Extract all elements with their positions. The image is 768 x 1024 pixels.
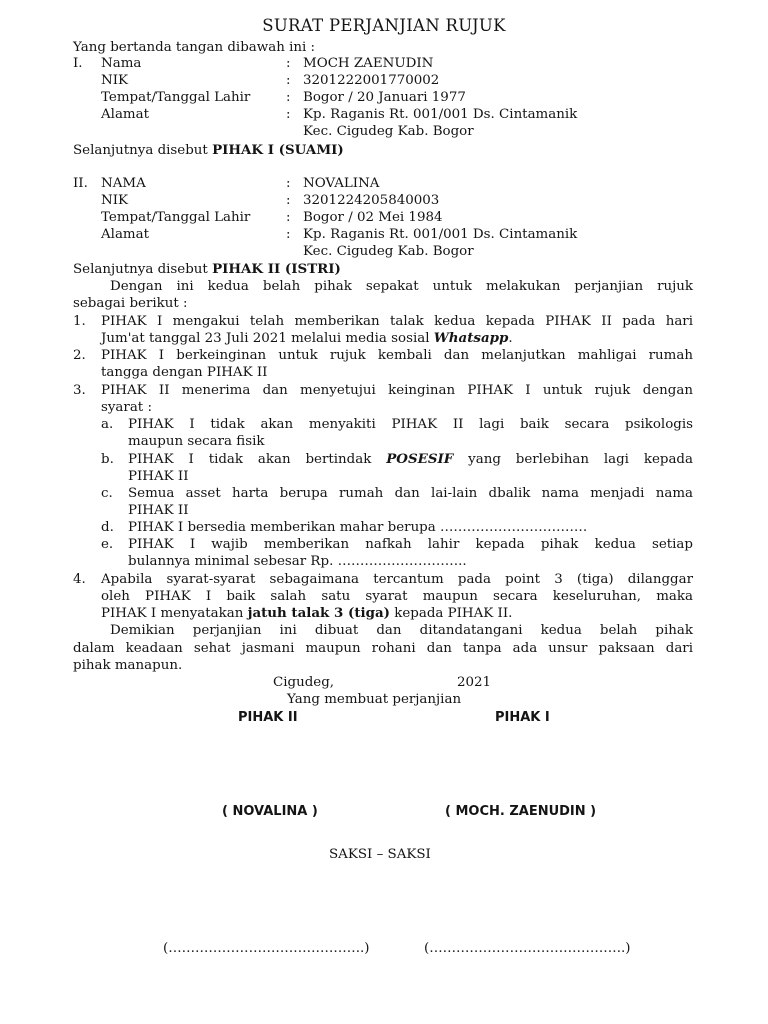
point-number: 1. [73, 314, 86, 329]
colon: : [286, 56, 291, 71]
sub-point-c-line1: Semua asset harta berupa rumah dan lai-lain dbalik nama menjadi nama [128, 486, 693, 501]
sub-point-d-line1: PIHAK I bersedia memberikan mahar berupa …………………………… [128, 520, 588, 535]
party-one-name-label: Nama [101, 56, 142, 71]
party-two-reference: Selanjutnya disebut PIHAK II (ISTRI) [73, 261, 341, 277]
point-four-line2: oleh PIHAK I baik salah satu syarat maupun secara keseluruhan, maka [101, 589, 693, 604]
party-one-address-line2: Kec. Cigudeg Kab. Bogor [303, 124, 474, 139]
sub-point-b-line1: PIHAK I tidak akan bertindak POSESIF yang berlebihan lagi kepada [128, 451, 693, 467]
sub-point-c-line2: PIHAK II [128, 503, 189, 518]
party-two-nik-value: 3201224205840003 [303, 193, 440, 208]
point-one-line2: Jum'at tanggal 23 Juli 2021 melalui media sosial Whatsapp. [101, 330, 513, 346]
point-number: 4. [73, 572, 86, 587]
party-two-name-label: NAMA [101, 176, 146, 191]
point-two-line2: tangga dengan PIHAK II [101, 365, 268, 380]
signing-place: Cigudeg, [273, 675, 335, 690]
left-signatory-name: ( NOVALINA ) [222, 804, 318, 819]
colon: : [286, 176, 291, 191]
agreement-intro-line1: Dengan ini kedua belah pihak sepakat untuk melakukan perjanjian rujuk [110, 279, 693, 294]
point-four-line1: Apabila syarat-syarat sebagaimana tercantum pada point 3 (tiga) dilanggar [101, 572, 693, 587]
sub-point-a-line1: PIHAK I tidak akan menyakiti PIHAK II lagi baik secara psikologis [128, 417, 693, 432]
point-one-line1: PIHAK I mengakui telah memberikan talak kedua kepada PIHAK II pada hari [101, 314, 693, 329]
sub-point-letter: b. [101, 452, 114, 467]
closing-line3: pihak manapun. [73, 658, 183, 673]
party-two-ttl-value: Bogor / 02 Mei 1984 [303, 210, 443, 225]
colon: : [286, 90, 291, 105]
signing-maker: Yang membuat perjanjian [287, 692, 462, 707]
party-two-ttl-label: Tempat/Tanggal Lahir [101, 210, 251, 225]
party-one-name-value: MOCH ZAENUDIN [303, 56, 434, 71]
sub-point-letter: a. [101, 417, 114, 432]
point-number: 2. [73, 348, 86, 363]
colon: : [286, 227, 291, 242]
party-one-reference: Selanjutnya disebut PIHAK I (SUAMI) [73, 142, 344, 158]
right-party-label: PIHAK I [495, 710, 550, 725]
sub-point-letter: d. [101, 520, 114, 535]
colon: : [286, 193, 291, 208]
sub-point-b-line2: PIHAK II [128, 469, 189, 484]
right-signatory-name: ( MOCH. ZAENUDIN ) [445, 804, 597, 819]
closing-line2: dalam keadaan sehat jasmani maupun rohani dan tanpa ada unsur paksaan dari [73, 641, 693, 656]
party-two-nik-label: NIK [101, 193, 129, 208]
closing-line1: Demikian perjanjian ini dibuat dan ditandatangani kedua belah pihak [110, 623, 693, 638]
witness-title: SAKSI – SAKSI [329, 847, 431, 862]
sub-point-e-line1: PIHAK I wajib memberikan nafkah lahir kepada pihak kedua setiap [128, 537, 693, 552]
sub-point-letter: e. [101, 537, 114, 552]
party-two-address-label: Alamat [101, 227, 149, 242]
party-two-address-line1: Kp. Raganis Rt. 001/001 Ds. Cintamanik [303, 227, 578, 242]
point-three-line1: PIHAK II menerima dan menyetujui keinginan PIHAK I untuk rujuk dengan [101, 383, 693, 398]
point-two-line1: PIHAK I berkeinginan untuk rujuk kembali dan melanjutkan mahligai rumah [101, 348, 693, 363]
party-one-address-label: Alamat [101, 107, 149, 122]
witness-right-line: (……………………………………..) [424, 941, 631, 956]
party-one-ttl-value: Bogor / 20 Januari 1977 [303, 90, 466, 105]
agreement-intro-line2: sebagai berikut : [73, 296, 188, 311]
sub-point-letter: c. [101, 486, 113, 501]
point-four-line3: PIHAK I menyatakan jatuh talak 3 (tiga) kepada PIHAK II. [101, 605, 513, 621]
left-party-label: PIHAK II [238, 710, 298, 725]
signing-year: 2021 [457, 675, 492, 690]
party-two-number: II. [73, 176, 88, 191]
party-two-address-line2: Kec. Cigudeg Kab. Bogor [303, 244, 474, 259]
party-one-nik-value: 3201222001770002 [303, 73, 440, 88]
party-one-ttl-label: Tempat/Tanggal Lahir [101, 90, 251, 105]
point-number: 3. [73, 383, 86, 398]
party-one-nik-label: NIK [101, 73, 129, 88]
witness-left-line: (……………………………………..) [163, 941, 370, 956]
document-title: SURAT PERJANJIAN RUJUK [262, 16, 506, 35]
point-three-line2: syarat : [101, 400, 152, 415]
sub-point-a-line2: maupun secara fisik [128, 434, 265, 449]
colon: : [286, 210, 291, 225]
party-two-name-value: NOVALINA [303, 176, 380, 191]
party-one-address-line1: Kp. Raganis Rt. 001/001 Ds. Cintamanik [303, 107, 578, 122]
intro-text: Yang bertanda tangan dibawah ini : [73, 40, 316, 55]
party-one-number: I. [73, 56, 83, 71]
colon: : [286, 73, 291, 88]
colon: : [286, 107, 291, 122]
sub-point-e-line2: bulannya minimal sebesar Rp. ……………………….. [128, 554, 467, 569]
